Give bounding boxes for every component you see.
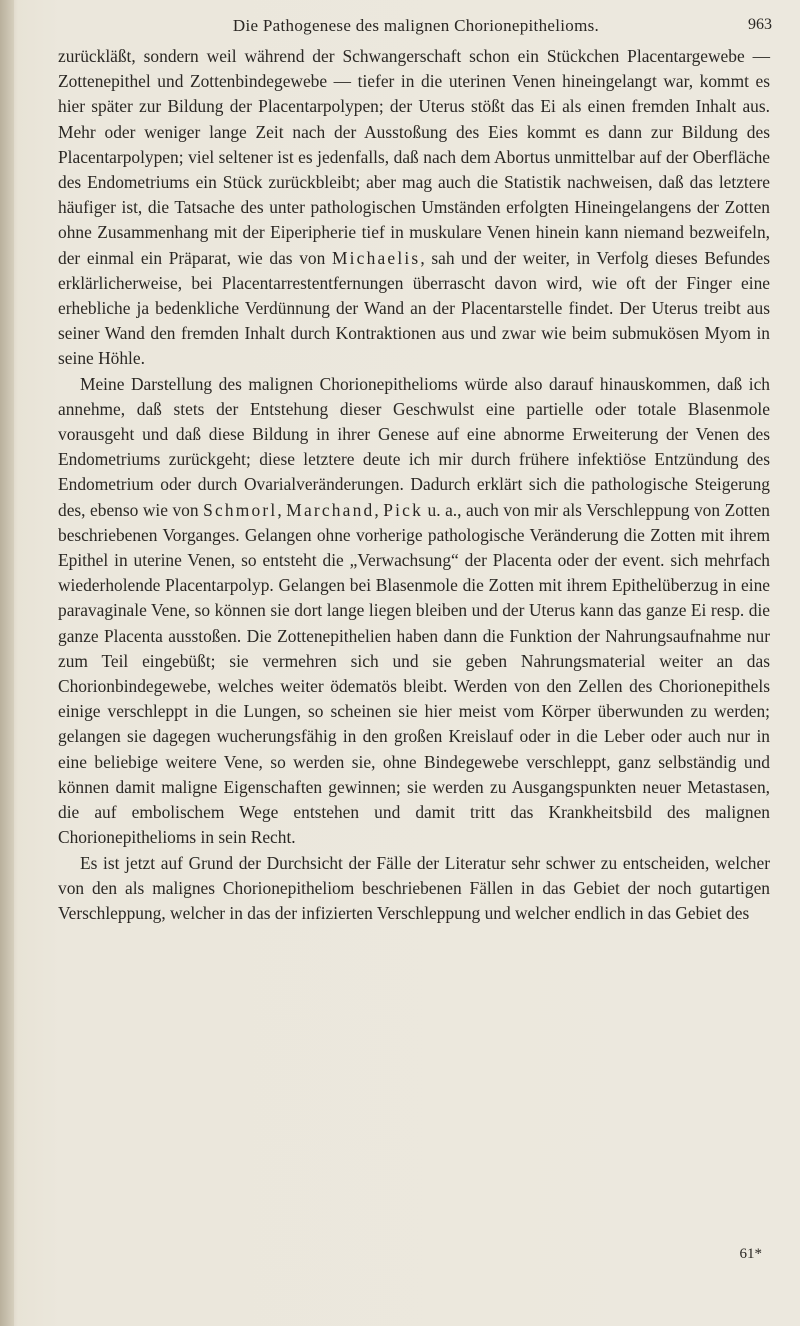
author-name: Schmorl xyxy=(203,499,278,520)
text-segment: , sah und der weiter, in Verfolg dieses Befundes erklärlicherweise, bei Placentarrestentfernungen überrascht davon wird, wie oft der Finger eine erhebliche ja bedenkliche Verdünnung der Wand an der Placentarstelle findet. Der Uterus treibt aus seiner Wand den fremden Inhalt durch Kontraktionen aus und zwar wie beim submukösen Myom in seine Höhle. xyxy=(58,247,770,369)
paragraph xyxy=(58,44,770,372)
paragraph xyxy=(58,851,770,927)
signature-mark: 61* xyxy=(739,1246,762,1262)
paragraph xyxy=(58,372,770,851)
text-segment: Es ist jetzt auf Grund der Durchsicht der Fälle der Literatur sehr schwer zu entscheiden, welcher von den als malignes Chorionepitheliom beschriebenen Fällen in das Gebiet der noch gutartigen Verschleppung, welcher in das der infizierten Verschleppung und welcher endlich in das Gebiet des xyxy=(58,852,770,923)
text-segment: Meine Darstellung des malignen Chorionepithelioms würde also darauf hinauskommen, daß ich annehme, daß stets der Entstehung dieser Geschwulst eine partielle oder totale Blasenmole vorausgeht und daß diese Bildung in ihrer Genese auf eine abnorme Erweiterung der Venen des Endometriums zurückgeht; diese letztere deute ich mir durch frühere infektiöse Entzündung des Endometrium oder durch Ovarialveränderungen. Dadurch erklärt sich die pathologische Steigerung des, ebenso wie von xyxy=(58,373,770,520)
text-segment: , xyxy=(374,499,384,520)
author-name: Michaelis xyxy=(331,247,421,268)
text-segment: zurückläßt, sondern weil während der Schwangerschaft schon ein Stückchen Placentargewebe — Zottenepithel und Zottenbindegewebe — tiefer in die uterinen Venen hineingelangt war, kommt es hier später zur Bildung der Placentarpolypen; der Uterus stößt das Ei als einen fremden Inhalt aus. Mehr oder weniger lange Zeit nach der Ausstoßung des Eies kommt es dann zur Bildung des Placentarpolypen; viel seltener ist es jedenfalls, daß nach dem Abortus unmittelbar auf der Oberfläche des Endometriums ein Stück zurückbleibt; aber mag auch die Statistik nachweisen, daß das letztere häufiger ist, die Tatsache des unter pathologischen Umständen erfolgten Hineingelangens der Zotten ohne Zusammenhang mit der Eiperipherie tief in muskulare Venen hinein kann niemand bezweifeln, der einmal ein Präparat, wie das von xyxy=(58,46,770,268)
running-title: Die Pathogenese des malignen Chorionepithelioms. xyxy=(232,16,600,35)
text-segment: , xyxy=(277,499,287,520)
body-text xyxy=(58,44,770,926)
page-number: 963 xyxy=(748,16,772,33)
author-name: Marchand xyxy=(286,499,375,520)
text-segment: u. a., auch von mir als Verschleppung von Zotten beschriebenen Vorganges. Gelangen ohne vorherige pathologische Veränderung die Zotten mit ihrem Epithel in uterine Venen, so entsteht die „Verwachsung“ der Placenta oder der event. sich mehrfach wiederholende Placentarpolyp. Gelangen bei Blasenmole die Zotten mit ihrem Epithelüberzug in eine paravaginale Vene, so können sie dort lange liegen bleiben und der Uterus kann das ganze Ei resp. die ganze Placenta ausstoßen. Die Zottenepithelien haben dann die Funktion der Nahrungsaufnahme nur zum Teil eingebüßt; sie vermehren sich und sie geben Nahrungsmaterial weiter an das Chorionbindegewebe, welches weiter ödematös bleibt. Werden von den Zellen des Chorionepithels einige verschleppt in die Lungen, so scheinen sie hier meist vom Körper überwunden zu werden; gelangen sie dagegen wucherungsfähig in den großen Kreislauf oder in die Leber oder auch nur in eine beliebige weitere Vene, so werden sie, ohne Bindegewebe verschleppt, ganz selbständig und können damit maligne Eigenschaften gewinnen; sie werden zu Ausgangspunkten neuer Metastasen, die auf embolischem Wege entstehen und damit tritt das Krankheitsbild des malignen Chorionepithelioms in sein Recht. xyxy=(58,499,770,848)
book-spine-shadow xyxy=(0,0,14,1326)
author-name: Pick xyxy=(383,499,423,520)
running-header xyxy=(60,16,772,40)
